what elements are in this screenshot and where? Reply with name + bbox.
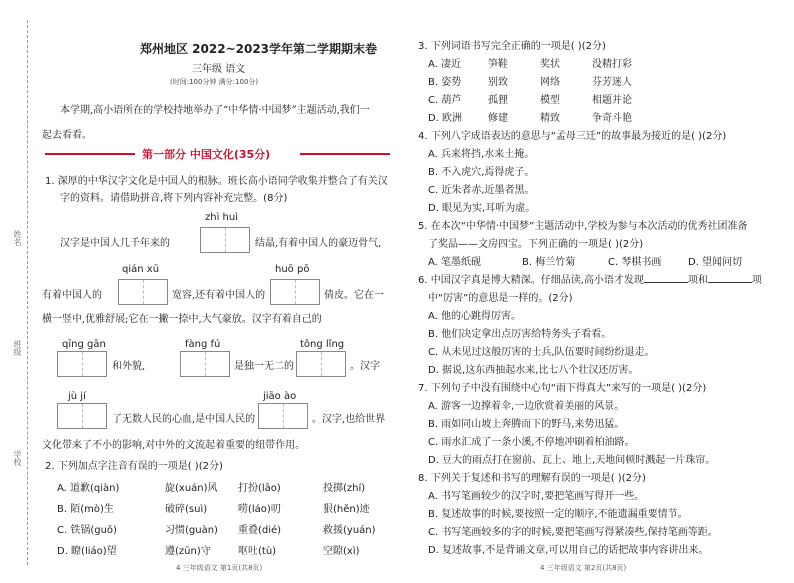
q7-b: B. 雨如同山坡上奔腾而下的野马,来势迅猛。 [428, 419, 625, 430]
answer-box-2[interactable] [118, 279, 168, 305]
q2-a3: 打扮(lāo) [238, 483, 281, 494]
q2-b1: B. 陌(mò)生 [57, 504, 114, 515]
q3-d3: 精致 [540, 113, 560, 124]
q2-c3: 重叠(dié) [238, 525, 282, 536]
q6-blank-1[interactable] [644, 282, 688, 283]
section-divider-right [300, 153, 390, 155]
margin-label-school: 学校 [13, 450, 22, 466]
q3-b2: 别致 [488, 77, 508, 88]
q4-b: B. 不入虎穴,焉得虎子。 [428, 167, 535, 178]
pinyin-4: qīng gān [62, 339, 106, 350]
q3-a3: 奖状 [540, 59, 560, 70]
pinyin-2: qián xū [122, 264, 160, 275]
q3-d4: 争奇斗艳 [592, 113, 632, 124]
q6-line-1a: 6. 中国汉字真是博大精深。仔细品读,高小语才发现 [418, 275, 644, 286]
answer-box-5[interactable] [180, 351, 230, 377]
q2-d2: 遵(zūn)守 [165, 546, 211, 557]
q1-line-2: 字的资料。请借助拼音,将下列内容补充完整。(8分) [60, 193, 288, 204]
q6-line-1c: 项 [751, 275, 762, 286]
q4-d: D. 眼见为实,耳听为虚。 [428, 203, 536, 214]
margin-label-class: 班级 [13, 340, 22, 356]
q3-c4: 相题并论 [592, 95, 632, 106]
q8-d: D. 复述故事,不是背诵文章,可以用自己的话把故事内容讲出来。 [428, 545, 709, 556]
section-divider-left [45, 153, 135, 155]
answer-box-1[interactable] [200, 227, 250, 253]
q8-b: B. 复述故事的时候,要按照一定的顺序,不能遗漏重要情节。 [428, 509, 688, 520]
q2-c1: C. 铁锅(guō) [57, 525, 117, 536]
q2-d4: 空隙(xì) [323, 546, 360, 557]
q6-d: D. 据说,这东西抽起水来,比七八个壮汉还厉害。 [428, 365, 639, 376]
pinyin-1: zhì huì [205, 212, 238, 223]
q2-a1: A. 道歉(qiàn) [57, 483, 120, 494]
q1-p1-end: 结晶,有着中国人的豪迈骨气, [255, 238, 382, 249]
q3-a1: A. 凄近 [428, 59, 462, 70]
binding-line [27, 20, 28, 565]
section-title: 第一部分 中国文化(35分) [142, 148, 271, 161]
q4-a: A. 兵来将挡,水来土掩。 [428, 149, 535, 160]
pinyin-3: huō pō [275, 264, 310, 275]
q3-a2: 笋鞋 [488, 59, 508, 70]
q8-c: C. 书写笔画较多的字的时候,要把笔画写得紧凑些,保持笔画等距。 [428, 527, 718, 538]
q2-b3: 唠(láo)叨 [238, 504, 281, 515]
q6-c: C. 从未见过这般厉害的士兵,队伍要时间纷纷退走。 [428, 347, 655, 358]
q5-line-1: 5. 在本次“中华情·中国梦”主题活动中,学校为参与本次活动的优秀社团准备 [418, 221, 748, 232]
q1-p2-start: 有着中国人的 [42, 290, 102, 301]
answer-box-7[interactable] [57, 403, 107, 429]
q3-c1: C. 葫芦 [428, 95, 462, 106]
footer-right: 4 三年级语文 第2页(共8页) [540, 564, 627, 572]
pinyin-6: tǒng lǐng [300, 339, 345, 350]
q6-line-1b: 项和 [687, 275, 708, 286]
pinyin-7: jù jí [68, 391, 86, 402]
q7-a: A. 游客一边撑着伞,一边欣赏着美丽的风景。 [428, 401, 625, 412]
q2-c4: 救援(yuán) [323, 525, 376, 536]
q1-p4-end: 。汉字 [350, 361, 380, 372]
q2-a4: 投掷(zhí) [323, 483, 366, 494]
footer-left: 4 三年级语文 第1页(共8页) [176, 564, 263, 572]
q5-a: A. 笔墨纸砚 [428, 257, 482, 268]
q7-title: 7. 下列句子中没有围绕中心句“雨下得真大”来写的一项是( )(2分) [418, 383, 707, 394]
q5-c: C. 琴棋书画 [608, 257, 662, 268]
q6-a: A. 他的心跳得厉害。 [428, 311, 522, 322]
answer-box-6[interactable] [296, 351, 346, 377]
q1-p2-end: 倩皮。它在一 [324, 290, 384, 301]
q4-c: C. 近朱者赤,近墨者黑。 [428, 185, 535, 196]
q8-title: 8. 下列关于复述和书写的理解有误的一项是( )(2分) [418, 473, 646, 484]
q2-b2: 破碎(suì) [165, 504, 208, 515]
q3-title: 3. 下列词语书写完全正确的一项是( )(2分) [418, 41, 606, 52]
q7-c: C. 雨水汇成了一条小溪,不停地冲刷着柏油路。 [428, 437, 635, 448]
q5-line-2: 了奖品——文房四宝。下列正确的一项是( )(2分) [428, 239, 644, 250]
q2-c2: 习惯(guàn) [165, 525, 218, 536]
q4-title: 4. 下列八字成语表达的意思与“孟母三迁”的故事最为接近的是( )(2分) [418, 131, 727, 142]
exam-meta: (时间:100分钟 满分:100分) [170, 78, 259, 86]
q3-b1: B. 姿势 [428, 77, 462, 88]
answer-box-3[interactable] [270, 279, 320, 305]
q3-c2: 孤狸 [488, 95, 508, 106]
q2-d3: 呕吐(tù) [238, 546, 277, 557]
q3-a4: 没精打彩 [592, 59, 632, 70]
q1-line-1: 1. 深厚的中华汉字文化是中国人的根脉。班长高小语同学收集并整合了有关汉 [45, 176, 388, 187]
q1-p1: 汉字是中国人几千年来的 [60, 238, 170, 249]
q1-p3: 横一竖中,优雅舒展;它在一撇一捺中,大气豪放。汉字有着自己的 [42, 314, 322, 325]
q7-d: D. 豆大的雨点打在窗前、瓦上、地上,天地间顿时溅起一片珠帘。 [428, 455, 716, 466]
q3-d1: D. 欧洲 [428, 113, 463, 124]
page-title: 郑州地区 2022~2023学年第二学期期末卷 [140, 42, 378, 56]
margin-label-name: 姓名 [13, 230, 22, 246]
answer-box-8[interactable] [258, 403, 308, 429]
q1-p4-mid: 和外貌, [112, 361, 146, 372]
q5-d: D. 望闻问切 [688, 257, 743, 268]
q2-d1: D. 瞭(liáo)望 [57, 546, 117, 557]
q6-blank-2[interactable] [708, 282, 752, 283]
answer-box-4[interactable] [57, 351, 107, 377]
q1-p5-end: 。汉字,也给世界 [312, 414, 386, 425]
q6-b: B. 他们决定拿出点厉害给特务头子看看。 [428, 329, 612, 340]
q8-a: A. 书写笔画较少的汉字时,要把笔画写得开一些。 [428, 491, 645, 502]
q1-p5-mid: 了无数人民的心血,是中国人民的 [112, 414, 256, 425]
q1-p2-mid: 宽容,还有着中国人的 [172, 290, 266, 301]
q3-b4: 芬芳迷人 [592, 77, 632, 88]
pinyin-5: fàng fú [185, 339, 221, 350]
q3-c3: 模型 [540, 95, 560, 106]
q6-line-2: 中“厉害”的意思是一样的。(2分) [428, 293, 573, 304]
pinyin-8: jiāo ào [263, 391, 297, 402]
page-subtitle: 三年级 语文 [192, 64, 246, 75]
intro-line-1: 本学期,高小语所在的学校持地举办了“中华情·中国梦”主题活动,我们一 [60, 105, 370, 116]
q3-d2: 修建 [488, 113, 508, 124]
q2-a2: 旋(xuán)风 [165, 483, 218, 494]
q1-p4-mid2: 是独一无二的 [234, 361, 294, 372]
q1-p6: 文化带来了不小的影响,对中外的文流起着重要的纽带作用。 [42, 440, 306, 451]
q2-b4: 狠(hěn)迹 [323, 504, 370, 515]
intro-line-2: 起去看看。 [42, 130, 92, 141]
q2-title: 2. 下列加点字注音有误的一项是( )(2分) [45, 461, 223, 472]
q5-b: B. 梅兰竹菊 [522, 257, 576, 268]
q3-b3: 网络 [540, 77, 560, 88]
